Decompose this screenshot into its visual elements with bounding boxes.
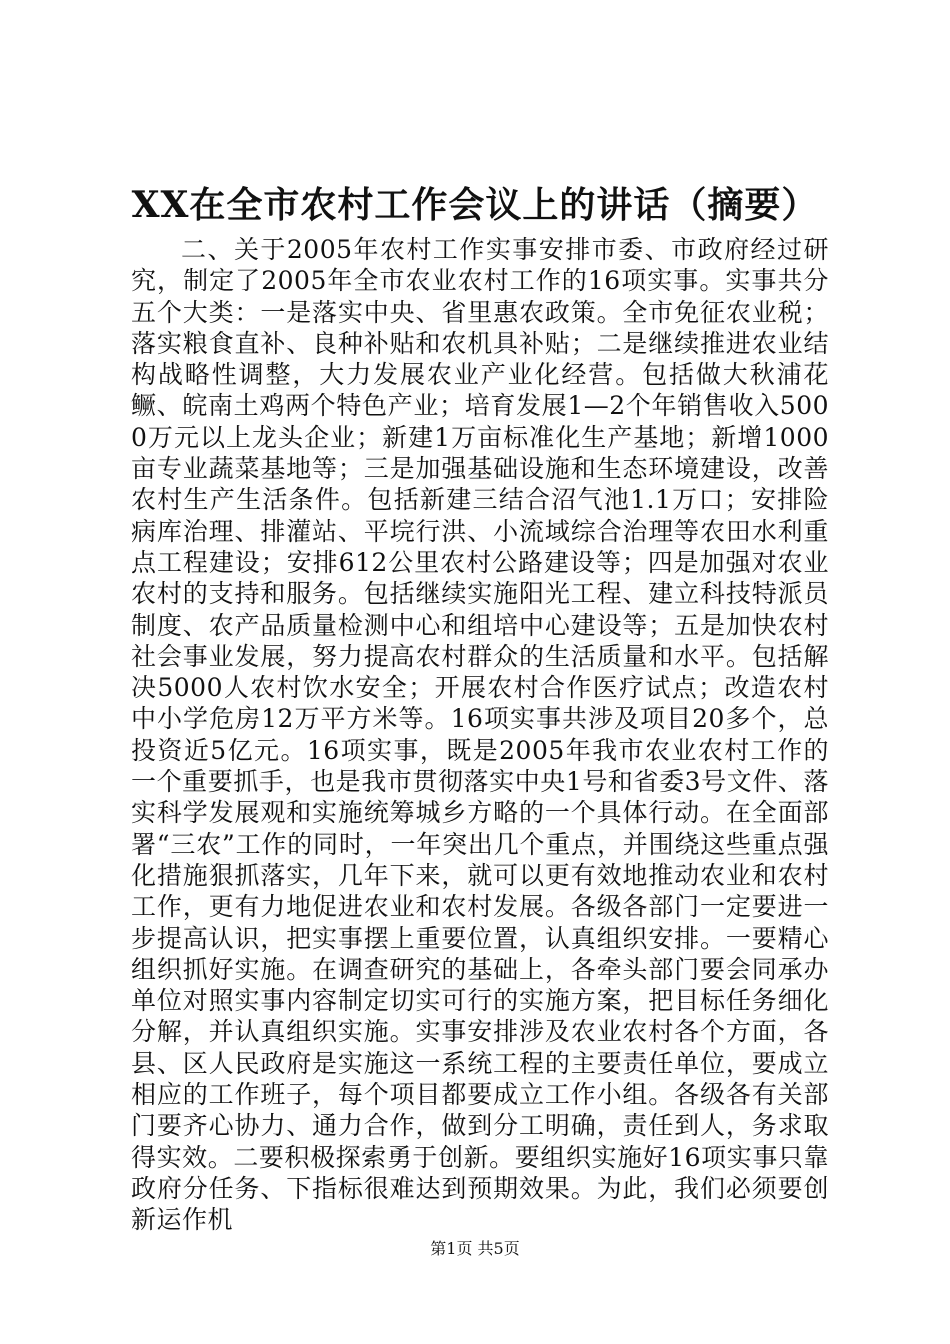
- body-paragraph: 二、关于2005年农村工作实事安排市委、市政府经过研究，制定了2005年全市农业农村工作的16项实事。实事共分五个大类：一是落实中央、省里惠农政策。全市免征农业税；落实粮食直补、良种补贴和农机具补贴；二是继续推进农业结构战略性调整，大力发展农业产业化经营。包括做大秋浦花鳜、皖南土鸡两个特色产业；培育发展1—2个年销售收入5000万元以上龙头企业；新建1万亩标准化生产基地；新增1000亩专业蔬菜基地等；三是加强基础设施和生态环境建设，改善农村生产生活条件。包括新建三结合沼气池1.1万口；安排险病库治理、排灌站、平垸行洪、小流域综合治理等农田水利重点工程建设；安排612公里农村公路建设等；四是加强对农业农村的支持和服务。包括继续实施阳光工程、建立科技特派员制度、农产品质量检测中心和组培中心建设等；五是加快农村社会事业发展，努力提高农村群众的生活质量和水平。包括解决5000人农村饮水安全；开展农村合作医疗试点；改造农村中小学危房12万平方米等。16项实事共涉及项目20多个，总投资近5亿元。16项实事，既是2005年我市农业农村工作的一个重要抓手，也是我市贯彻落实中央1号和省委3号文件、落实科学发展观和实施统筹城乡方略的一个具体行动。在全面部署“三农”工作的同时，一年突出几个重点，并围绕这些重点强化措施狠抓落实，几年下来，就可以更有效地推动农业和农村工作，更有力地促进农业和农村发展。各级各部门一定要进一步提高认识，把实事摆上重要位置，认真组织安排。一要精心组织抓好实施。在调查研究的基础上，各牵头部门要会同承办单位对照实事内容制定切实可行的实施方案，把目标任务细化分解，并认真组织实施。实事安排涉及农业农村各个方面，各县、区人民政府是实施这一系统工程的主要责任单位，要成立相应的工作班子，每个项目都要成立工作小组。各级各有关部门要齐心协力、通力合作，做到分工明确，责任到人，务求取得实效。二要积极探索勇于创新。要组织实施好16项实事只靠政府分任务、下指标很难达到预期效果。为此，我们必须要创新运作机: [131, 235, 829, 1235]
- document-title: XX在全市农村工作会议上的讲话（摘要）: [131, 184, 819, 226]
- page-footer: 第1页 共5页: [430, 1239, 520, 1258]
